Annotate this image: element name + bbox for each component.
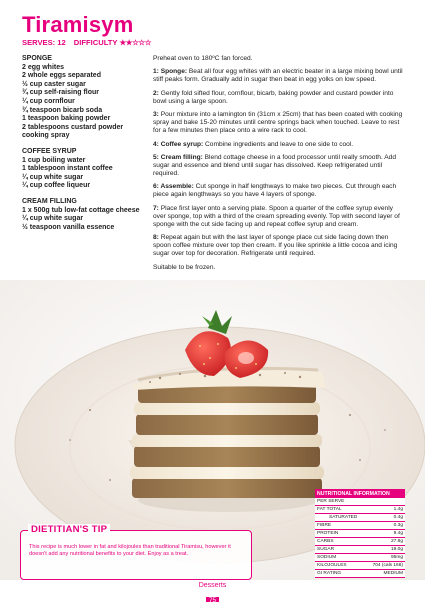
method-step (153, 183, 405, 199)
ingredients-list (22, 55, 147, 239)
nutrient-value: 19.0g (390, 546, 403, 552)
nutrition-row (315, 514, 405, 522)
step-text: Gently fold sifted flour, cornflour, bicarb, baking powder and custard powder into bowl using a large spoon. (153, 89, 394, 105)
step-text: Place first layer onto a serving plate. Spoon a quarter of the coffee syrup evenly over sponge, top with a third of the cream spreading evenly. Top with second layer of sponge with the cut side facing up and repeat coffee syrup and cream. (153, 204, 400, 228)
step-text: Combine ingredients and leave to one side to cool. (203, 140, 354, 148)
ingredient-item: ¼ cup white sugar (22, 173, 84, 181)
ingredient-item: ¾ cup self-raising flour (22, 89, 100, 97)
method-step (153, 205, 405, 229)
nutrition-row (315, 538, 405, 546)
ingredient-item: 2 whole eggs separated (22, 72, 101, 80)
recipe-title: Tiramisym (22, 12, 134, 37)
method-step (153, 141, 405, 149)
per-serve-label: PER SERVE (317, 498, 345, 504)
cream-filling-section (22, 198, 147, 232)
dietitian-tip-box (20, 524, 252, 580)
section-title: COFFEE SYRUP (22, 147, 77, 155)
step-label: 7: (153, 204, 159, 212)
nutrition-per-serve (315, 498, 405, 506)
step-label: 2: (153, 89, 159, 97)
tip-text: This recipe is much lower in fat and kilojoules than traditional Tiramisu, however it doesn't add any nutritional benefits to your diet. Enjoy as a treat. (29, 544, 231, 557)
section-title: SPONGE (22, 55, 52, 62)
step-label: 8: (153, 234, 159, 242)
nutrition-row (315, 530, 405, 538)
nutrient-value: MEDIUM (383, 570, 403, 576)
nutrition-row (315, 506, 405, 514)
nutrient-label: GI RATING (317, 570, 342, 576)
nutrition-row (315, 562, 405, 570)
step-text: Beat all four egg whites with an electric beater in a large mixing bowl until stiff peaks form. Gradually add in sugar then beat in egg yolks on low speed. (153, 68, 403, 84)
ingredient-item: ¼ cup white sugar (22, 215, 84, 223)
nutrient-label: SUGAR (317, 546, 335, 552)
footer-section: Desserts (198, 582, 227, 589)
difficulty-stars-icon: ★★☆☆☆ (119, 38, 152, 47)
nutrition-row (315, 554, 405, 562)
nutrient-label: CARBS (317, 538, 334, 544)
ingredient-item: ½ cup caster sugar (22, 80, 86, 88)
ingredient-item: ¼ cup coffee liqueur (22, 182, 91, 190)
nutrition-row (315, 546, 405, 554)
nutrient-value: 27.8g (390, 538, 403, 544)
step-text: Pour mixture into a lamington tin (31cm x 25cm) that has been coated with cooking spray and bake 15-20 minutes until centre springs back when touched. Leave to rest for a few minutes then place onto a wire rack to cool. (153, 111, 403, 135)
step-text: Repeat again but with the last layer of sponge place cut side facing down then spoon coffee mixture over top then cream. If you like sprinkle a little cocoa and icing sugar over top for decoration. Refrigerate until required. (153, 234, 398, 258)
step-text: Blend cottage cheese in a food processor until really smooth. Add sugar and essence and blend until sugar has dissolved. Keep refrigerated until required. (153, 153, 396, 177)
nutrient-value: 0.3g (393, 522, 403, 528)
serves-label: SERVES: 12 (22, 38, 66, 47)
step-label: 1: Sponge: (153, 68, 188, 76)
ingredient-item: ¾ teaspoon bicarb soda (22, 106, 103, 114)
ingredient-item: 1 cup boiling water (22, 156, 86, 164)
nutrition-table (315, 489, 405, 578)
page-number: 75 (206, 597, 219, 602)
section-title: CREAM FILLING (22, 197, 77, 205)
tip-title: DIETITIAN'S TIP (28, 524, 110, 535)
method-step (153, 111, 405, 135)
nutrient-label: FIBRE (317, 522, 332, 528)
coffee-syrup-section (22, 148, 147, 191)
recipe-meta (22, 38, 151, 47)
nutrient-value: 9.4g (393, 530, 403, 536)
ingredient-item: 2 egg whites (22, 63, 65, 71)
nutrient-label: SODIUM (317, 554, 337, 560)
ingredient-item: ¼ cup cornflour (22, 97, 75, 105)
nutrient-label: FAT TOTAL (317, 506, 342, 512)
nutrition-row (315, 522, 405, 530)
nutrient-label: KILOJOULES (317, 562, 347, 568)
nutrition-row (315, 570, 405, 578)
ingredient-item: 1 tablespoon instant coffee (22, 165, 113, 173)
nutrition-title: NUTRITIONAL INFORMATION (315, 489, 405, 498)
method-step (153, 154, 405, 178)
ingredient-item: 2 tablespoons custard powder (22, 123, 124, 131)
step-label: 5: Cream filling: (153, 153, 203, 161)
nutrient-value: 1.4g (393, 506, 403, 512)
method-intro: Preheat oven to 180ºC fan forced. (153, 55, 253, 62)
sponge-section (22, 55, 147, 141)
nutrient-value: 704 (cals 168) (372, 562, 403, 568)
nutrient-value: 0.4g (393, 514, 403, 520)
difficulty-label: DIFFICULTY (73, 38, 118, 47)
nutrient-label: SATURATED (329, 514, 358, 520)
page-footer (0, 582, 425, 602)
ingredient-item: 1 x 500g tub low-fat cottage cheese (22, 206, 140, 214)
method-outro: Suitable to be frozen. (153, 263, 216, 271)
nutrient-label: PROTEIN (317, 530, 339, 536)
step-label: 4: Coffee syrup: (153, 140, 204, 148)
ingredient-item: cooking spray (22, 132, 70, 140)
method-steps (153, 55, 405, 277)
nutrient-value: 95mg (391, 554, 403, 560)
method-step (153, 90, 405, 106)
method-step (153, 68, 405, 84)
ingredient-item: 1 teaspoon baking powder (22, 115, 111, 123)
method-step (153, 234, 405, 258)
ingredient-item: ½ teaspoon vanilla essence (22, 223, 115, 231)
step-label: 6: Assemble: (153, 183, 194, 191)
step-text: Cut sponge in half lengthways to make two pieces. Cut through each piece again lengthways so you have 4 layers of sponge. (153, 183, 397, 199)
step-label: 3: (153, 111, 159, 119)
